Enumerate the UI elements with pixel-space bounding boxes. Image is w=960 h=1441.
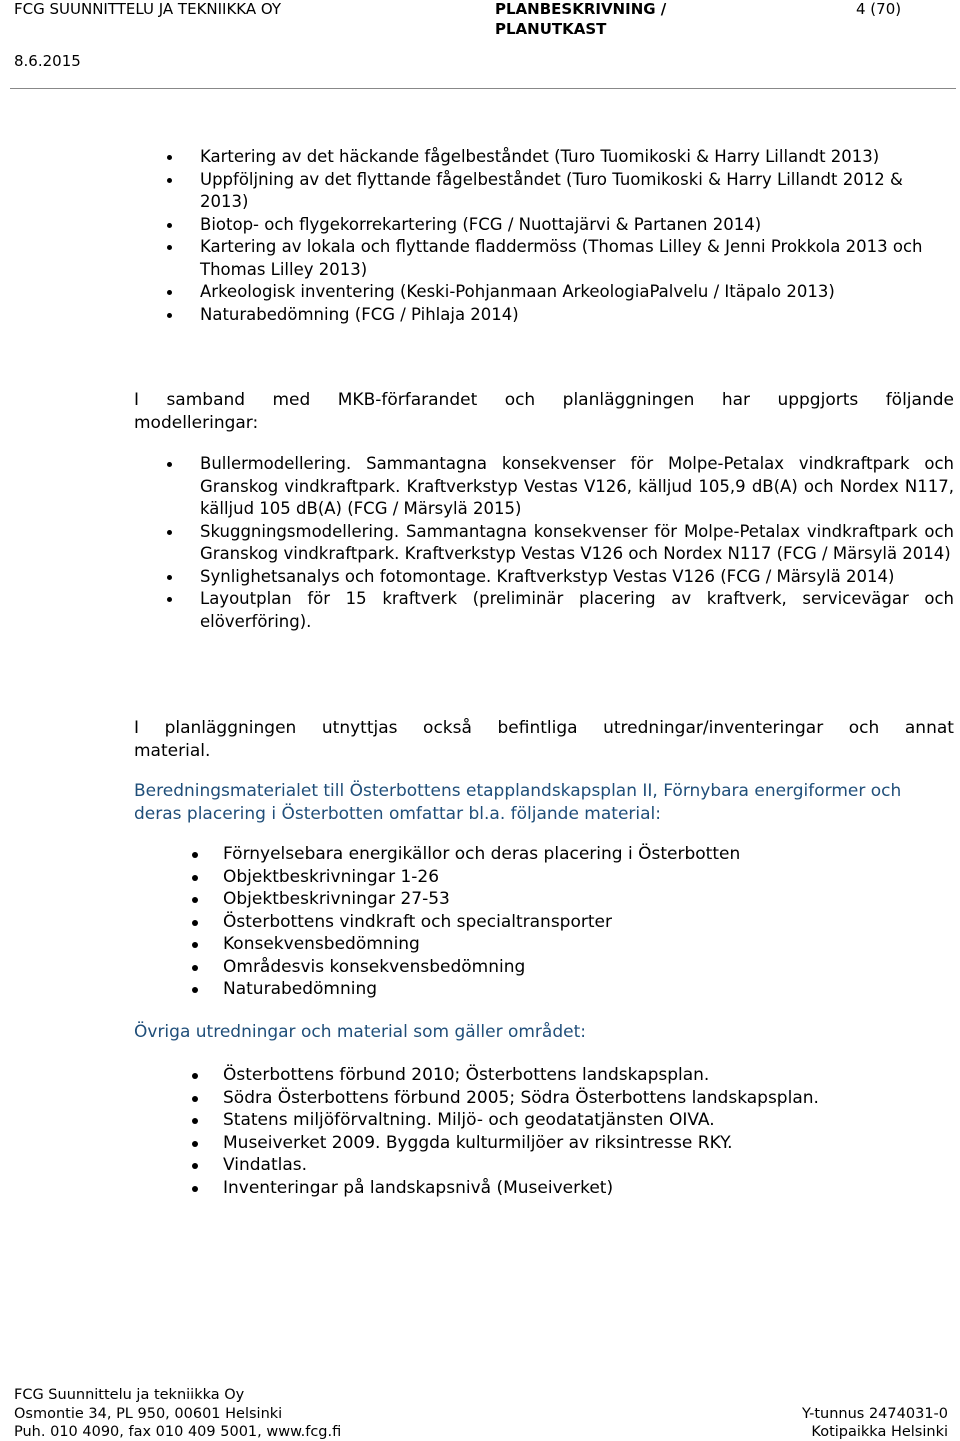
header-date: 8.6.2015 xyxy=(14,52,81,70)
list-item: Objektbeskrivningar 27-53 xyxy=(168,888,954,911)
list-item: Biotop- och flygekorrekartering (FCG / Nuottajärvi & Partanen 2014) xyxy=(134,214,954,237)
other-material-list xyxy=(168,1064,954,1199)
list-item: Synlighetsanalys och fotomontage. Kraftverkstyp Vestas V126 (FCG / Märsylä 2014) xyxy=(134,566,954,589)
existing-intro-line2: material. xyxy=(134,740,211,761)
studies-list xyxy=(134,146,954,326)
list-item: Naturabedömning (FCG / Pihlaja 2014) xyxy=(134,304,954,327)
footer-company: FCG Suunnittelu ja tekniikka Oy xyxy=(14,1387,245,1403)
list-item: Statens miljöförvaltning. Miljö- och geodatatjänsten OIVA. xyxy=(168,1109,954,1132)
header-doc-title xyxy=(495,0,666,39)
modelling-intro-line2: modelleringar: xyxy=(134,412,259,433)
list-item: Layoutplan för 15 kraftverk (preliminär placering av kraftverk, servicevägar och elöverföring). xyxy=(134,588,954,633)
header-page-number: 4 (70) xyxy=(856,0,902,18)
modellings-list xyxy=(134,453,954,633)
list-item: Bullermodellering. Sammantagna konsekvenser för Molpe-Petalax vindkraftpark och Granskog vindkraftpark. Kraftverkstyp Vestas V126, källjud 105,9 dB(A) och Nordex N117, källjud 105 dB(A) (FCG / Märsylä 2015) xyxy=(134,453,954,521)
header-company: FCG SUUNNITTELU JA TEKNIIKKA OY xyxy=(14,0,282,18)
list-item: Områdesvis konsekvensbedömning xyxy=(168,956,954,979)
existing-intro-line1: I planläggningen utnyttjas också befintliga utredningar/inventeringar och annat xyxy=(134,718,954,738)
list-item: Inventeringar på landskapsnivå (Museiverket) xyxy=(168,1177,954,1200)
list-item: Kartering av lokala och flyttande fladdermöss (Thomas Lilley & Jenni Prokkola 2013 och Thomas Lilley 2013) xyxy=(134,236,954,281)
list-item: Objektbeskrivningar 1-26 xyxy=(168,866,954,889)
list-item: Naturabedömning xyxy=(168,978,954,1001)
list-item: Konsekvensbedömning xyxy=(168,933,954,956)
footer-business-id: Y-tunnus 2474031-0 xyxy=(801,1406,948,1422)
list-item: Uppföljning av det flyttande fågelbeståndet (Turo Tuomikoski & Harry Lillandt 2012 & 2013) xyxy=(134,169,954,214)
modelling-intro xyxy=(134,389,954,434)
list-item: Förnyelsebara energikällor och deras placering i Österbotten xyxy=(168,843,954,866)
list-item: Arkeologisk inventering (Keski-Pohjanmaan ArkeologiaPalvelu / Itäpalo 2013) xyxy=(134,281,954,304)
list-item: Österbottens vindkraft och specialtransporter xyxy=(168,911,954,934)
modelling-intro-line1: I samband med MKB-förfarandet och planläggningen har uppgjorts följande xyxy=(134,390,954,410)
list-item: Vindatlas. xyxy=(168,1154,954,1177)
existing-material-intro xyxy=(134,717,954,762)
regional-plan-heading: Beredningsmaterialet till Österbottens etapplandskapsplan II, Förnybara energiformer och deras placering i Österbotten omfattar bl.a. följande material: xyxy=(134,781,902,824)
header-divider xyxy=(10,88,956,89)
header-doc-title-line2: PLANUTKAST xyxy=(495,20,607,38)
list-item: Museiverket 2009. Byggda kulturmiljöer av riksintresse RKY. xyxy=(168,1132,954,1155)
list-item: Södra Österbottens förbund 2005; Södra Österbottens landskapsplan. xyxy=(168,1087,954,1110)
footer-contact: Puh. 010 4090, fax 010 409 5001, www.fcg.fi xyxy=(14,1424,342,1440)
footer-domicile: Kotipaikka Helsinki xyxy=(811,1424,948,1440)
footer-address: Osmontie 34, PL 950, 00601 Helsinki xyxy=(14,1406,283,1422)
list-item: Österbottens förbund 2010; Österbottens landskapsplan. xyxy=(168,1064,954,1087)
list-item: Kartering av det häckande fågelbeståndet (Turo Tuomikoski & Harry Lillandt 2013) xyxy=(134,146,954,169)
list-item: Skuggningsmodellering. Sammantagna konsekvenser för Molpe-Petalax vindkraftpark och Granskog vindkraftpark. Kraftverkstyp Vestas V126 och Nordex N117 (FCG / Märsylä 2014) xyxy=(134,521,954,566)
regional-material-list xyxy=(168,843,954,1001)
header-doc-title-line1: PLANBESKRIVNING / xyxy=(495,0,667,18)
other-material-heading: Övriga utredningar och material som gäller området: xyxy=(134,1022,586,1042)
